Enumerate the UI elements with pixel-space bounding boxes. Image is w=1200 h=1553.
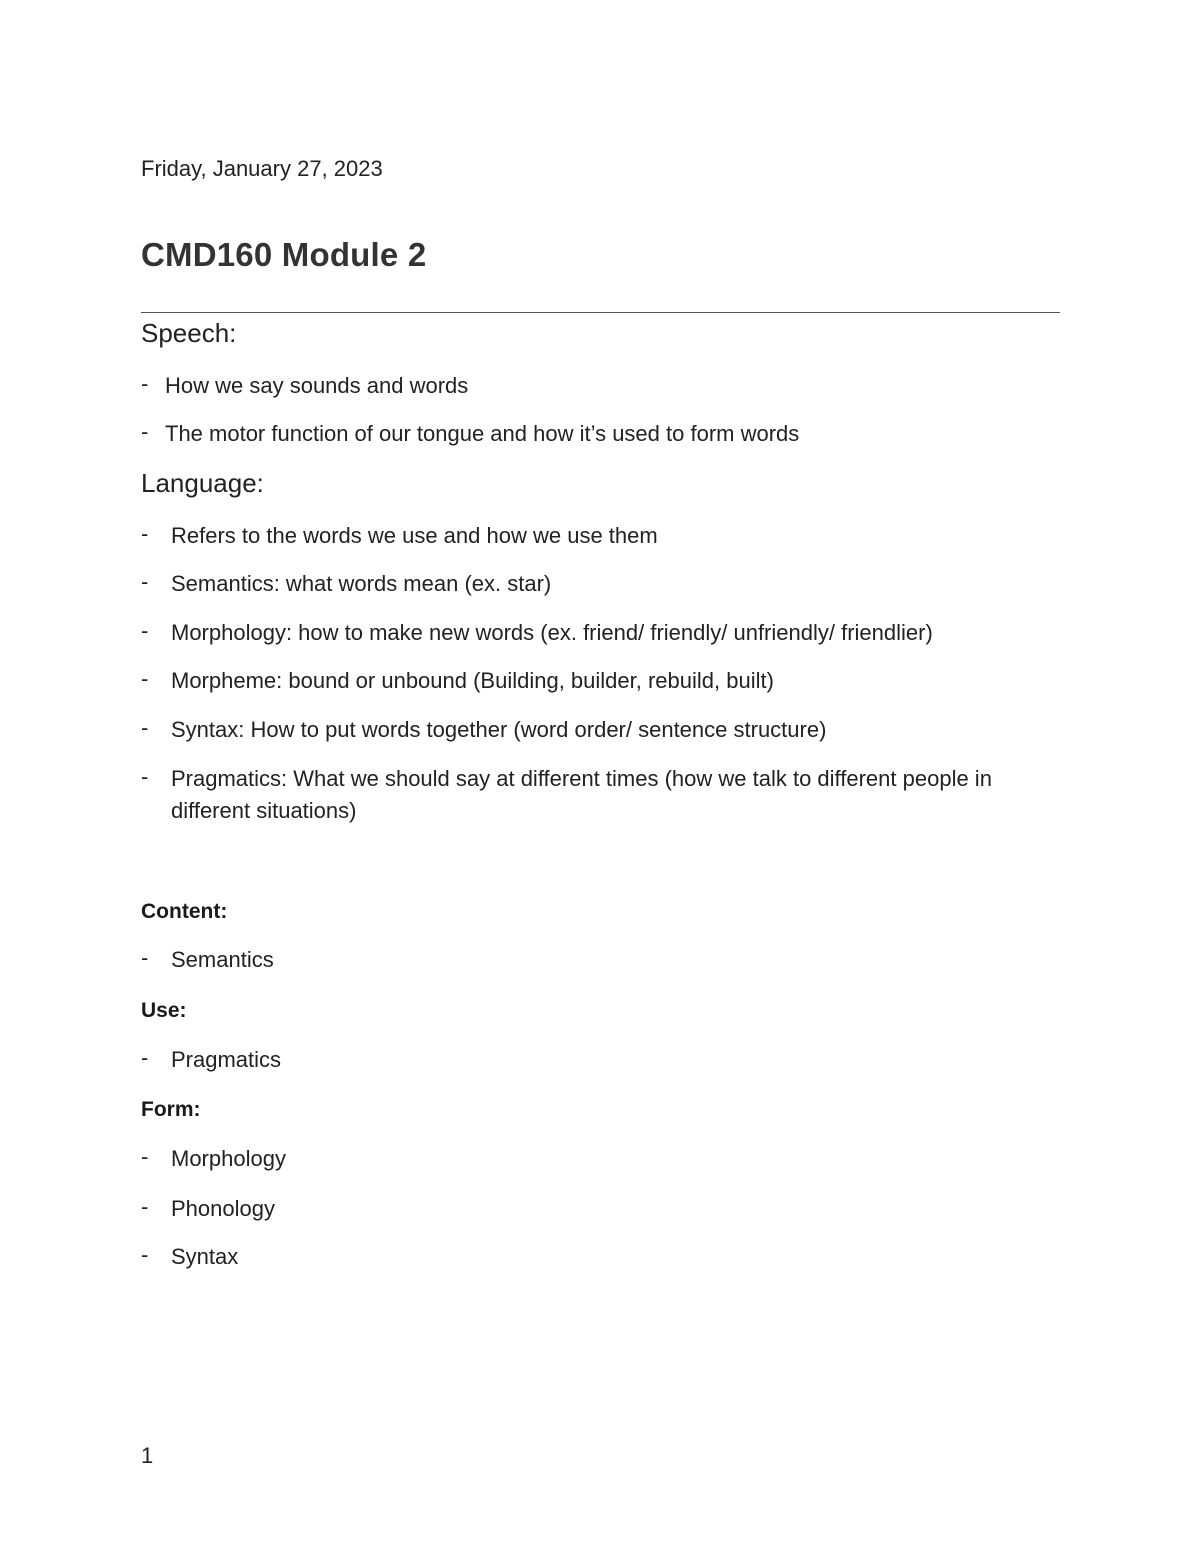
list-item-text: Morphology (171, 1146, 286, 1171)
title-divider (141, 312, 1060, 313)
list-item-text: Pragmatics (171, 1047, 282, 1072)
page-number: 1 (141, 1443, 154, 1468)
bullet-dash: - (141, 569, 149, 594)
bullet-dash: - (141, 715, 149, 740)
bullet-dash: - (141, 419, 149, 444)
list-item-text: Phonology (171, 1196, 275, 1221)
language-heading: Language: (141, 468, 264, 498)
list-item-text: Syntax: How to put words together (word order/ sentence structure) (171, 717, 827, 742)
list-item-text: How we say sounds and words (165, 373, 469, 398)
bullet-dash: - (141, 521, 149, 546)
list-item-text: Morphology: how to make new words (ex. friend/ friendly/ unfriendly/ friendlier) (171, 620, 933, 645)
bullet-dash: - (141, 618, 149, 643)
form-heading: Form: (141, 1098, 201, 1121)
bullet-dash: - (141, 371, 149, 396)
bullet-dash: - (141, 764, 149, 789)
list-item-text: Semantics: what words mean (ex. star) (171, 571, 552, 596)
document-date: Friday, January 27, 2023 (141, 156, 383, 181)
bullet-dash: - (141, 666, 149, 691)
list-item-text: Morpheme: bound or unbound (Building, builder, rebuild, built) (171, 668, 774, 693)
list-item-text: Syntax (171, 1244, 239, 1269)
use-heading: Use: (141, 999, 187, 1022)
bullet-dash: - (141, 1144, 149, 1169)
bullet-dash: - (141, 1045, 149, 1070)
bullet-dash: - (141, 945, 149, 970)
speech-heading: Speech: (141, 318, 237, 348)
list-item-text: Refers to the words we use and how we use them (171, 523, 658, 548)
page-title: CMD160 Module 2 (141, 236, 427, 273)
list-item-text: The motor function of our tongue and how it’s used to form words (165, 421, 800, 446)
list-item-text: Semantics (171, 947, 274, 972)
bullet-dash: - (141, 1242, 149, 1267)
content-heading: Content: (141, 900, 228, 923)
list-item-text: Pragmatics: What we should say at different times (how we talk to different people in different situations) (171, 766, 992, 823)
bullet-dash: - (141, 1194, 149, 1219)
